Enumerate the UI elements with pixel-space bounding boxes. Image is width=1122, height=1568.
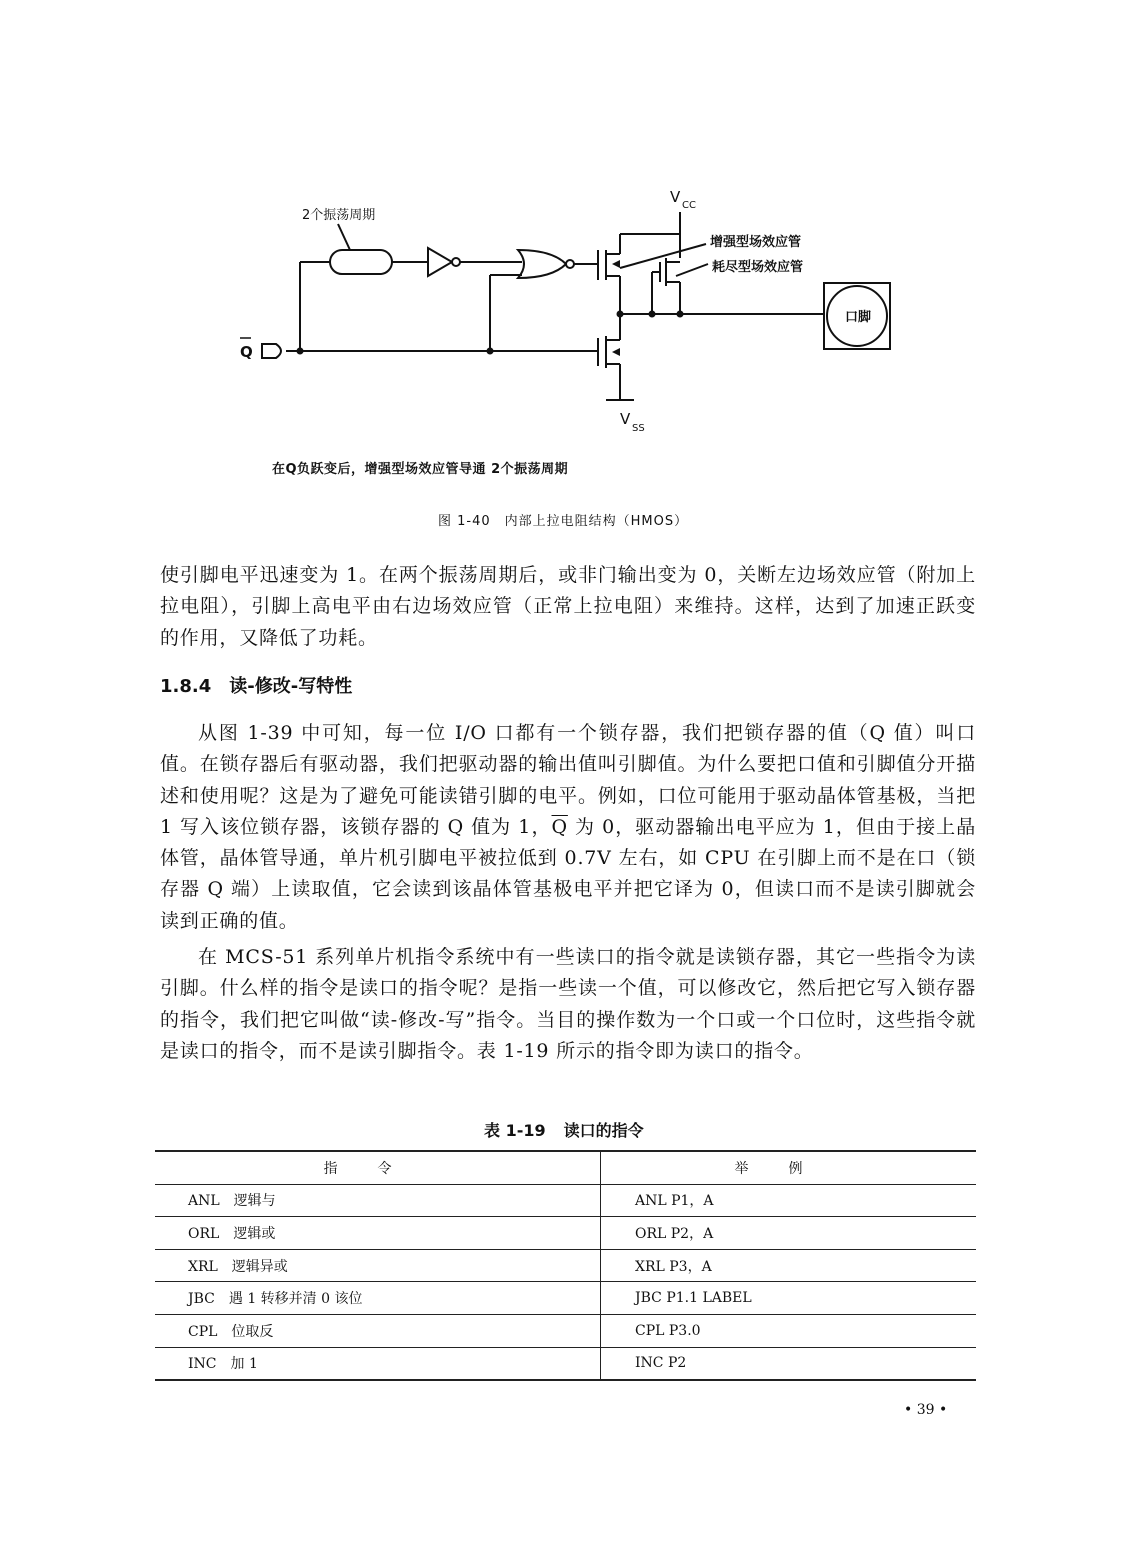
vss-subscript: SS [632,423,645,434]
enhancement-fet-label: 增强型场效应管 [710,235,802,250]
instruction-cell: INC 加 1 [155,1347,601,1380]
paragraph-2-part-b: 为 0，驱动器输出电平应为 1，但由于接上晶体管，晶体管导通，单片机引脚电平被拉低到 0.7V 左右，如 CPU 在引脚上而不是在口（锁存器 Q 端）上读取值，它会读到该晶体管基极电平并把它译为 0，但读口而不是读引脚就会读到正确的值。 [160,815,977,932]
pin-label: 口脚 [845,310,872,325]
delay-element [330,250,392,274]
q-bar-input-port [262,344,281,358]
vcc-label: V [670,188,681,206]
q-bar-label: Q [240,343,253,361]
paragraph-3: 在 MCS-51 系列单片机指令系统中有一些读口的指令就是读锁存器，其它一些指令为读引脚。什么样的指令是读口的指令呢？是指一些读一个值，可以修改它，然后把它写入锁存器的指令，我们把它叫做“读-修改-写”指令。当目的操作数为一个口或一个口位时，这些指令就是读口的指令，而不是读引脚指令。表 1-19 所示的指令即为读口的指令。 [160,946,976,1062]
header-example: 举例 [601,1151,977,1184]
example-cell: ORL P2，A [601,1217,977,1250]
vcc-subscript: CC [682,200,696,211]
page-number: • 39 • [904,1402,948,1418]
paragraph-2 [160,718,976,937]
example-cell: INC P2 [601,1347,977,1380]
table-row [155,1347,976,1380]
instruction-cell: ANL 逻辑与 [155,1184,601,1217]
section-number: 1.8.4 [160,676,212,697]
instruction-cell: CPL 位取反 [155,1314,601,1347]
paragraph-2-part-a: 从图 1-39 中可知，每一位 I/O 口都有一个锁存器，我们把锁存器的值（Q 值）叫口值。在锁存器后有驱动器，我们把驱动器的输出值叫引脚值。为什么要把口值和引脚值分开描述和使用呢？这是为了避免可能读错引脚的电平。例如，口位可能用于驱动晶体管基极，当把 1 写入该位锁存器，该锁存器的 Q 值为 1， [160,722,976,838]
table-header-row [155,1151,976,1184]
depletion-fet-label: 耗尽型场效应管 [712,260,804,275]
table-title: 读口的指令 [563,1121,644,1140]
section-heading [160,672,352,698]
vss-label: V [620,410,631,428]
table-number: 表 1-19 [484,1121,546,1140]
table-caption [484,1118,644,1141]
table-row [155,1282,976,1315]
example-cell: JBC P1.1 LABEL [601,1282,977,1315]
table-row [155,1249,976,1282]
instruction-cell: ORL 逻辑或 [155,1217,601,1250]
instruction-cell: XRL 逻辑异或 [155,1249,601,1282]
figure-caption: 图 1-40 内部上拉电阻结构（HMOS） [438,514,689,529]
enhancement-fet [598,234,620,340]
table-row [155,1184,976,1217]
example-cell: XRL P3，A [601,1249,977,1282]
instruction-cell: JBC 遇 1 转移并清 0 该位 [155,1282,601,1315]
lower-fet [598,336,620,400]
example-cell: ANL P1，A [601,1184,977,1217]
instruction-table [155,1150,976,1381]
paragraph-1: 使引脚电平迅速变为 1。在两个振荡周期后，或非门输出变为 0，关断左边场效应管（附加上拉电阻），引脚上高电平由右边场效应管（正常上拉电阻）来维持。这样，达到了加速正跃变的作用，又降低了功耗。 [160,564,976,649]
example-cell: CPL P3.0 [601,1314,977,1347]
section-title: 读-修改-写特性 [229,676,353,697]
nor-gate [518,250,566,278]
depletion-fet [652,258,680,314]
table-row [155,1217,976,1250]
table-row [155,1314,976,1347]
header-instruction: 指令 [155,1151,601,1184]
q-bar-inline: $\overline{Q}$ [551,815,568,838]
delay-label: 2个振荡周期 [302,208,376,223]
figure-note: 在Q负跃变后，增强型场效应管导通 2个振荡周期 [272,462,569,477]
inverter-gate [428,248,452,276]
